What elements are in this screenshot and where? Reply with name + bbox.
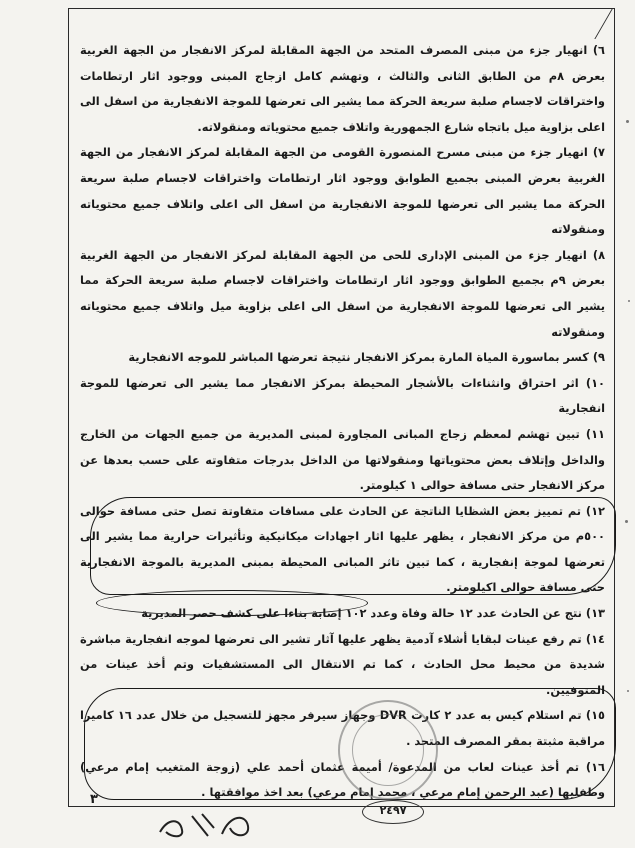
- item-text: تبين تهشم لمعظم زجاج المبانى المجاورة لمبنى المديرية من جميع الجهات من الخارج والداخل وإتلاف بعض محتوياتها ومنقولاتها من الداخل بدرجات متفاوته على حسب بعدها عن مركز الانفجار حتى مسافة حوالى ١ كيلومتر.: [80, 426, 605, 493]
- report-item-12: [80, 499, 605, 601]
- report-item-13: [80, 601, 605, 627]
- item-number: ٨): [592, 247, 606, 262]
- item-number: ١٤): [585, 631, 605, 646]
- report-item-14: [80, 627, 605, 704]
- corner-pen-mark: [566, 9, 612, 39]
- item-number: ٧): [592, 145, 605, 160]
- item-text: تم تمييز بعض الشظايا الناتجة عن الحادث على مسافات متفاوتة تصل حتى مسافة حوالى ٥٠٠م من مركز الانفجار ، يظهر عليها اثار اجهادات ميكانيكية وتأثيرات حرارية مما يشير الى تعرضها لموجة إنفجارية ، كما تبين تاثر المبانى المحيطة بمبنى المديرية بالموجة الانفجارية حتى مسافة حوالى اكيلومتر.: [80, 503, 605, 595]
- scan-speck: [627, 690, 629, 692]
- item-text: تم أخذ عينات لعاب من المدعوة/ أميمة عثمان أحمد علي (زوجة المتغيب إمام مرعي) وطفليها (عبد الرحمن إمام مرعي ، محمد إمام مرعي) بعد اخذ موافقتها .: [80, 759, 605, 800]
- official-seal-stamp: [338, 700, 438, 800]
- item-number: ١٦): [585, 759, 605, 774]
- item-number: ١٣): [585, 606, 605, 621]
- official-seal-inner-ring: [352, 714, 424, 786]
- item-text: انهيار جزء من المبنى الإدارى للحى من الجهة المقابلة لمركز الانفجار من الجهة الغربية بعرض ٩م بجميع الطوابق ووجود اثار ارتطامات واختراقات لاجسام صلبة سريعة الحركة مما يشير الى تعرضها للموجة الانفجارية من اسفل الى اعلى بزاوية ميل واتلاف جميع محتوياته ومنقولاته: [80, 247, 605, 339]
- report-item-8: [80, 243, 605, 345]
- item-number: ١٢): [585, 503, 605, 518]
- item-text: انهيار جزء من مبنى المصرف المتحد من الجهة المقابلة لمركز الانفجار من الجهة الغربية بعرض ٨م من الطابق الثانى والثالث ، وتهشم كامل ازجاج المبنى ووجود اثار ارتطامات واختراقات لاجسام صلبة سريعة الحركة مما يشير الى تعرضها للموجة الانفجارية من اسفل الى اعلى بزاوية ميل باتجاه شارع الجمهورية واتلاف جميع محتوياته ومنقولاته.: [80, 43, 605, 134]
- report-item-6: [80, 38, 605, 140]
- report-body: [80, 38, 605, 806]
- item-text: كسر بماسورة المياة المارة بمركز الانفجار نتيجة تعرضها المباشر للموجه الانفجارية: [128, 350, 589, 365]
- report-item-9: [80, 345, 605, 371]
- report-item-11: [80, 422, 605, 499]
- serial-number-stamp: ٢٤٩٧: [362, 800, 424, 824]
- item-text: اثر احتراق وانثناءات بالأشجار المحيطة بمركز الانفجار مما يشير الى تعرضها للموجة انفجارية: [80, 375, 605, 416]
- item-number: ١٠): [585, 375, 605, 390]
- scan-speck: [628, 300, 630, 302]
- report-item-7: [80, 140, 605, 242]
- item-text: تم استلام كيس به عدد ٢ كارت DVR وجهاز سيرفر مجهز للتسجيل من خلال عدد ١٦ كاميرا مراقبة مثبتة بمقر المصرف المتحد .: [80, 708, 605, 749]
- item-number: ١٥): [585, 708, 605, 723]
- item-text: انهيار جزء من مبنى مسرح المنصورة القومى من الجهة المقابلة لمركز الانفجار من الجهة الغربية بعرض المبنى بجميع الطوابق ووجود اثار ارتطامات واختراقات لاجسام صلبة سريعة الحركة مما يشير الى تعرضها للموجة الانفجارية من اسفل الى اعلى واتلاف جميع محتوياته ومنقولاته: [80, 145, 605, 237]
- page-number: ٣: [90, 792, 98, 807]
- scan-speck: [625, 520, 628, 523]
- handwritten-page-number: [150, 808, 270, 842]
- item-text: تم رفع عينات لبقايا أشلاء آدمية يظهر عليها آثار تشير الى تعرضها لموجه انفجارية مباشرة شديدة من محيط محل الحادث ، كما تم الانتقال الى المستشفيات وتم أخذ عينات من المتوفيين.: [80, 631, 605, 697]
- report-item-10: [80, 371, 605, 422]
- item-text: نتج عن الحادث عدد ١٢ حالة وفاة وعدد ١٠٢ إصابة بناءا على كشف حصر المديرية: [141, 606, 582, 621]
- item-number: ٩): [592, 350, 605, 365]
- item-number: ٦): [592, 43, 605, 57]
- scan-speck: [626, 120, 629, 123]
- item-number: ١١): [585, 426, 606, 441]
